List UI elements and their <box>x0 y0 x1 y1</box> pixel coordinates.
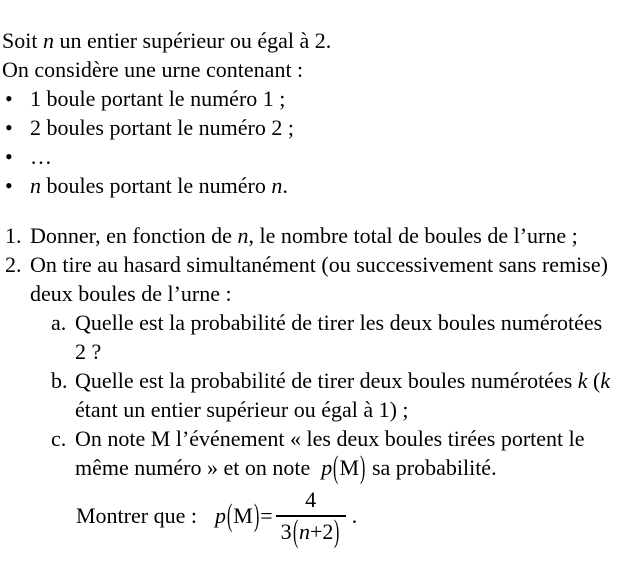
formula-line <box>0 487 640 549</box>
text-run: deux boules de l’urne : <box>30 281 232 306</box>
line-text <box>30 113 294 142</box>
text-run: k <box>600 368 611 393</box>
open-paren-icon: ( <box>226 496 233 533</box>
text-run: . <box>282 173 288 198</box>
line-text <box>75 337 101 366</box>
math-paren: ) <box>360 449 366 485</box>
math-var-n: n <box>298 519 310 544</box>
text-run: 2 ? <box>75 339 102 364</box>
text-run: n <box>271 173 283 198</box>
bullet-icon: • <box>5 86 13 111</box>
text-run: sa probabilité. <box>366 455 497 480</box>
line-text <box>30 250 608 279</box>
item-number: 2. <box>5 252 22 277</box>
text-run: 2 boules portant le numéro 2 ; <box>30 115 294 140</box>
math-paren: ( <box>333 449 339 485</box>
bullet-item <box>0 84 640 113</box>
line-text <box>30 279 232 308</box>
text-run: ( <box>587 368 601 393</box>
sub-item-continuation <box>0 337 640 366</box>
text-blocks <box>0 26 640 485</box>
line-text <box>30 142 52 171</box>
math-event-M: M <box>233 503 253 528</box>
text-run: Quelle est la probabilité de tirer les deux boules numérotées <box>75 310 603 335</box>
fraction-numerator: 4 <box>305 487 317 512</box>
text-run: On note M l’événement « les deux boules tirées portent le <box>75 426 585 451</box>
text-run: Soit <box>2 28 43 53</box>
denominator-rest: +2 <box>309 519 334 544</box>
formula-period: . <box>351 503 358 528</box>
formula-prefix: Montrer que : <box>76 503 197 528</box>
close-paren-icon: ) <box>334 512 340 549</box>
item-number: 1. <box>5 223 22 248</box>
bullet-item <box>0 142 640 171</box>
text-run: On tire au hasard simultanément (ou successivement sans remise) <box>30 252 608 277</box>
text-run: p <box>321 455 333 480</box>
math-func-p: p <box>214 503 226 528</box>
sub-item-continuation <box>0 395 640 424</box>
line-text <box>30 84 285 113</box>
equals-sign: = <box>260 503 273 528</box>
text-run: un entier supérieur ou égal à 2. <box>53 28 332 53</box>
sub-item-letter: b. <box>51 368 68 393</box>
line-text <box>75 449 497 485</box>
open-paren-icon: ( <box>292 512 298 549</box>
bullet-icon: • <box>5 144 13 169</box>
text-run: On considère une urne contenant : <box>2 57 304 82</box>
close-paren-icon: ) <box>253 496 260 533</box>
line-text <box>75 366 610 395</box>
line-text <box>75 424 585 453</box>
line-text <box>75 395 409 424</box>
sub-item-continuation <box>0 449 640 485</box>
bullet-item <box>0 171 640 200</box>
text-run: M <box>339 455 360 480</box>
fraction-denominator <box>276 512 346 549</box>
numbered-item-continuation <box>0 279 640 308</box>
text-run: k <box>577 368 588 393</box>
text-run: Donner, en fonction de <box>30 223 238 248</box>
sub-item <box>0 366 640 395</box>
text-run: , le nombre total de boules de l’urne ; <box>248 223 578 248</box>
bullet-icon: • <box>5 173 13 198</box>
intro-line <box>0 26 640 55</box>
numbered-item <box>0 221 640 250</box>
text-run: même numéro » et on note <box>75 455 316 480</box>
sub-item-letter: c. <box>51 426 67 451</box>
paragraph-spacer <box>0 200 640 221</box>
text-run: n <box>30 173 41 198</box>
sub-item <box>0 424 640 453</box>
text-run: n <box>42 28 54 53</box>
sub-item-letter: a. <box>51 310 67 335</box>
line-text <box>30 221 578 250</box>
bullet-icon: • <box>5 115 13 140</box>
intro-line <box>0 55 640 84</box>
text-run: … <box>30 144 52 169</box>
probability-expression <box>214 496 273 533</box>
numbered-item <box>0 250 640 279</box>
denominator-coefficient: 3 <box>280 519 292 544</box>
text-run: Quelle est la probabilité de tirer deux boules numérotées <box>75 368 578 393</box>
line-text <box>30 171 288 200</box>
text-run: n <box>237 223 249 248</box>
bullet-item <box>0 113 640 142</box>
line-text <box>2 55 303 84</box>
text-run: étant un entier supérieur ou égal à 1) ; <box>75 397 409 422</box>
text-run: 1 boule portant le numéro 1 ; <box>30 86 286 111</box>
line-text <box>2 26 331 55</box>
text-run: boules portant le numéro <box>41 173 272 198</box>
line-text <box>75 308 602 337</box>
sub-item <box>0 308 640 337</box>
fraction <box>276 487 346 549</box>
